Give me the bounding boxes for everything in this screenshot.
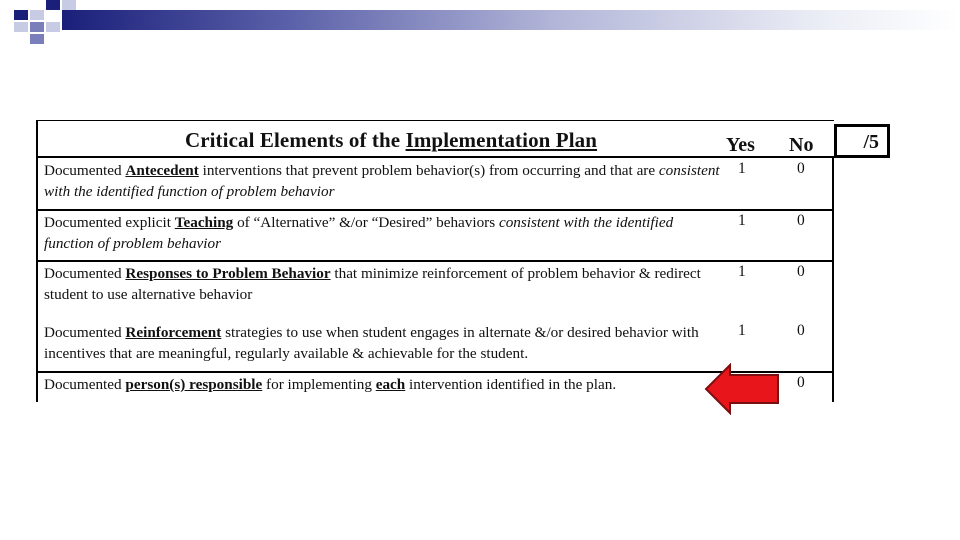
criterion-row-person-responsible: [44, 374, 724, 395]
row-4-yes-value: 1: [738, 322, 746, 339]
row-2-keyword: Teaching: [174, 214, 234, 231]
table-title-emphasis: Implementation Plan: [405, 128, 598, 152]
banner-square-3: [46, 0, 60, 10]
row-5-text-pre: Documented: [44, 376, 126, 393]
row-3-no-value: 0: [797, 263, 805, 280]
column-header-no: No: [789, 134, 814, 156]
row-2-text-mid: of “Alternative” &/or “Desired” behaviors: [233, 214, 499, 231]
row-1-no-value: 0: [797, 160, 805, 177]
row-2-text-italic: consistent with the identified function of problem behavior: [44, 214, 674, 252]
row-4-text-pre: Documented: [44, 324, 126, 341]
row-4-text-mid: strategies to use when student engages in alternate &/or desired behavior with incentives that are meaningful, regularly available & achievable for the student.: [44, 324, 699, 362]
row-2-yes-value: 1: [738, 212, 746, 229]
column-header-yes: Yes: [726, 134, 755, 156]
banner-square-8: [62, 0, 76, 10]
table-top-rule: [36, 120, 834, 121]
row-5-no-value: 0: [797, 374, 805, 391]
criterion-row-teaching: [44, 212, 724, 254]
row-3-keyword: Responses to Problem Behavior: [125, 265, 331, 282]
banner-square-2: [30, 10, 44, 20]
row-5-keyword-2: each: [375, 376, 406, 393]
score-box: /5: [834, 124, 890, 158]
row-2-text-pre: Documented explicit: [44, 214, 175, 231]
row-1-keyword: Antecedent: [125, 162, 199, 179]
row-5-text-post: intervention identified in the plan.: [405, 376, 617, 393]
row-1-text-italic: consistent with the identified function of problem behavior: [44, 162, 720, 200]
slide-banner: [0, 0, 960, 50]
banner-square-1: [14, 10, 28, 20]
criterion-row-antecedent: [44, 160, 724, 202]
table-title: [36, 128, 746, 153]
banner-square-7: [30, 34, 44, 44]
row-3-yes-value: 1: [738, 263, 746, 280]
table-title-prefix: Critical Elements of the: [184, 128, 406, 152]
row-4-no-value: 0: [797, 322, 805, 339]
banner-gradient-bar: [62, 10, 960, 30]
banner-square-4: [30, 22, 44, 32]
row-1-text-mid: interventions that prevent problem behavior(s) from occurring and that are: [198, 162, 659, 179]
row-5-keyword: person(s) responsible: [125, 376, 263, 393]
table-right-border: [832, 156, 834, 402]
row-4-keyword: Reinforcement: [125, 324, 222, 341]
row-divider-1: [36, 156, 834, 158]
row-5-text-mid: for implementing: [262, 376, 376, 393]
banner-square-6: [46, 22, 60, 32]
row-3-text-mid: that minimize reinforcement of problem behavior & redirect student to use alternative behavior: [44, 265, 701, 303]
criterion-row-responses: [44, 263, 724, 305]
row-divider-2: [36, 209, 834, 211]
row-1-yes-value: 1: [738, 160, 746, 177]
row-3-text-pre: Documented: [44, 265, 126, 282]
left-arrow-shape: [706, 365, 778, 413]
left-arrow-icon: [704, 363, 780, 415]
banner-square-5: [14, 22, 28, 32]
row-2-no-value: 0: [797, 212, 805, 229]
criterion-row-reinforcement: [44, 322, 724, 364]
row-1-text-pre: Documented: [44, 162, 126, 179]
implementation-plan-table: [36, 120, 896, 402]
row-divider-3: [36, 260, 834, 262]
